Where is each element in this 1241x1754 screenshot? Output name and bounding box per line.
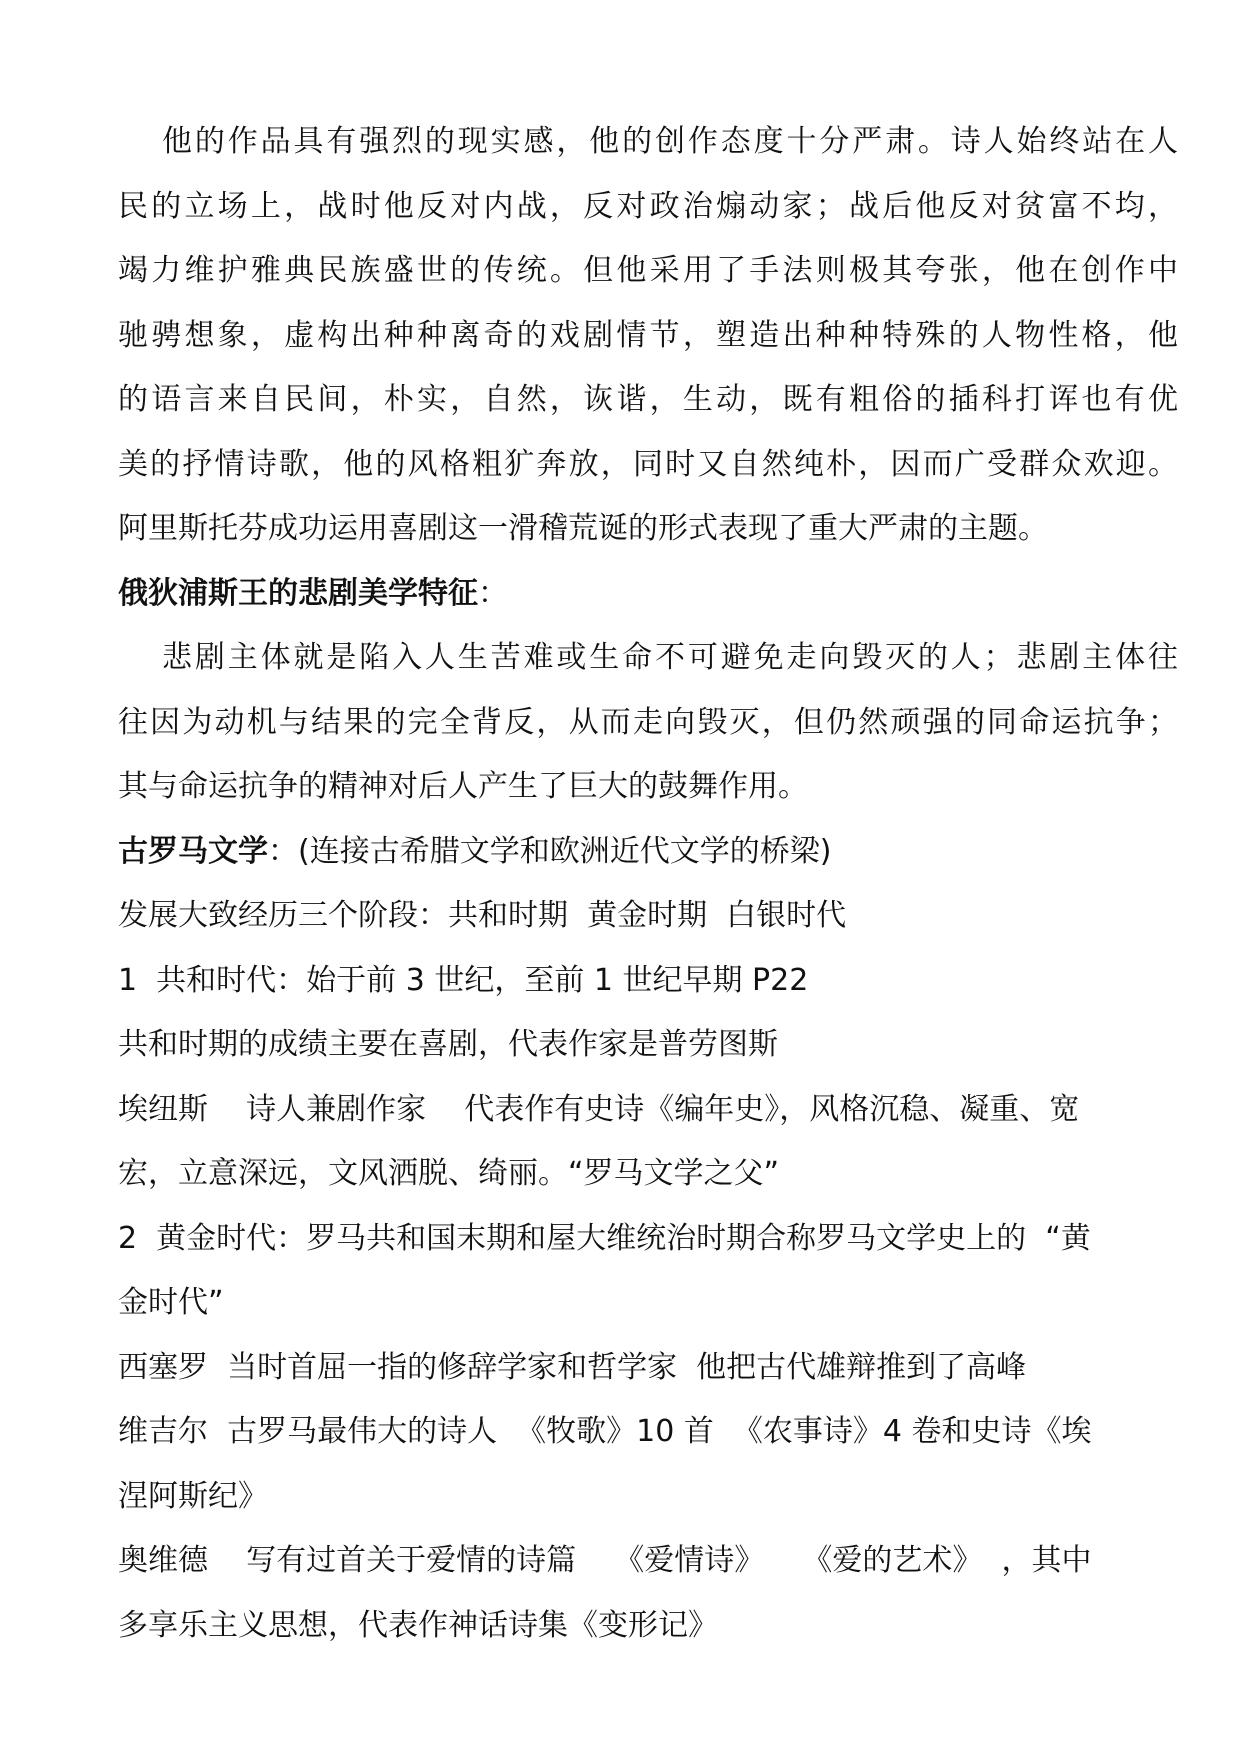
- body-line: 他的作品具有强烈的现实感，他的创作态度十分严肃。诗人始终站在人: [162, 124, 1178, 159]
- body-line: 美的抒情诗歌，他的风格粗犷奔放，同时又自然纯朴，因而广受群众欢迎。: [118, 446, 1178, 482]
- body-line: 阿里斯托芬成功运用喜剧这一滑稽荒诞的形式表现了重大严肃的主题。: [118, 511, 1048, 546]
- section-heading-oedipus: [118, 562, 1178, 627]
- body-line: 西塞罗 当时首屈一指的修辞学家和哲学家 他把古代雄辩推到了高峰: [118, 1349, 1027, 1385]
- heading-suffix: ：: [478, 575, 508, 611]
- body-line: 悲剧主体就是陷入人生苦难或生命不可避免走向毁灭的人；悲剧主体往: [162, 640, 1178, 675]
- heading-title: 俄狄浦斯王的悲剧美学特征: [118, 575, 478, 611]
- body-line: 的语言来自民间，朴实，自然，诙谐，生动，既有粗俗的插科打诨也有优: [118, 382, 1178, 417]
- body-line: 共和时期的成绩主要在喜剧，代表作家是普劳图斯: [118, 1027, 778, 1062]
- body-line: 金时代”: [118, 1285, 224, 1320]
- body-line: 民的立场上，战时他反对内战，反对政治煽动家；战后他反对贫富不均，: [118, 188, 1178, 224]
- section-heading-rome: [118, 820, 1178, 885]
- body-line: 宏，立意深远，文风洒脱、绮丽。“罗马文学之父”: [118, 1156, 780, 1191]
- body-line: 维吉尔 古罗马最伟大的诗人 《牧歌》10 首 《农事诗》4 卷和史诗《埃: [118, 1414, 1092, 1449]
- document-page: [118, 110, 1178, 1658]
- body-line: 涅阿斯纪》: [118, 1478, 268, 1514]
- body-line: 驰骋想象，虚构出种种离奇的戏剧情节，塑造出种种特殊的人物性格，他: [118, 317, 1178, 353]
- heading-title: 古罗马文学: [118, 833, 268, 869]
- body-line: 奥维德 写有过首关于爱情的诗篇 《爱情诗》 《爱的艺术》 ，其中: [118, 1543, 1092, 1578]
- heading-suffix: ：(连接古希腊文学和欧洲近代文学的桥梁): [268, 833, 832, 869]
- body-line: 2 黄金时代：罗马共和国末期和屋大维统治时期合称罗马文学史上的 “黄: [118, 1220, 1091, 1256]
- body-line: 多享乐主义思想，代表作神话诗集《变形记》: [118, 1607, 718, 1643]
- body-line: 1 共和时代：始于前 3 世纪，至前 1 世纪早期 P22: [118, 962, 809, 998]
- body-line: 发展大致经历三个阶段：共和时期 黄金时期 白银时代: [118, 898, 847, 933]
- body-line: 往因为动机与结果的完全背反，从而走向毁灭，但仍然顽强的同命运抗争；: [118, 704, 1178, 740]
- body-line: 埃纽斯 诗人兼剧作家 代表作有史诗《编年史》，风格沉稳、凝重、宽: [118, 1091, 1080, 1127]
- body-line: 竭力维护雅典民族盛世的传统。但他采用了手法则极其夸张，他在创作中: [118, 253, 1178, 288]
- body-line: 其与命运抗争的精神对后人产生了巨大的鼓舞作用。: [118, 769, 808, 804]
